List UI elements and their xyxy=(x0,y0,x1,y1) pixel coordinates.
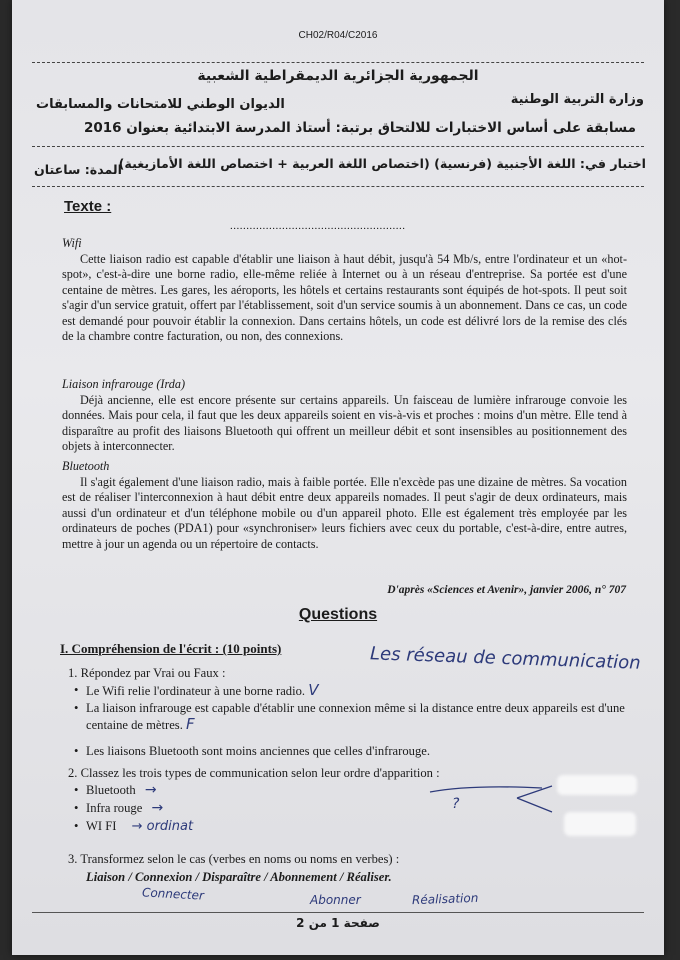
question-3: 3. Transformez selon le cas (verbes en noms ou noms en verbes) : xyxy=(68,852,400,866)
q3-answer-2: Abonner xyxy=(310,893,361,907)
page-number: صفحة 1 من 2 xyxy=(296,916,380,930)
bluetooth-arrow-icon: → xyxy=(144,782,157,798)
q3-answer-3: Réalisation xyxy=(411,890,479,908)
texte-label: Texte : xyxy=(64,198,112,215)
footer-rule xyxy=(32,912,644,913)
bluetooth-title: Bluetooth xyxy=(62,459,110,473)
header-rule-2 xyxy=(32,146,644,147)
wifi-title: Wifi xyxy=(62,236,82,250)
irda-paragraph: Déjà ancienne, elle est encore présente sur certains appareils. Un faisceau de lumière infrarouge convoie les données. Mais pour cela, il faut que les deux appareils soient en vis-à-vis et proches : moins d'un mètre. Elle tend à disparaître au profit des liaisons Bluetooth qui offrent un meilleur débit et sont insensibles au positionnement des objets à interconnecter. xyxy=(62,393,627,454)
wifi-paragraph: Cette liaison radio est capable d'établir une liaison à haut débit, jusqu'à 54 Mb/s, entre l'ordinateur et un «hot-spot», c'est-à-dire une borne radio, elle-même reliée à Internet ou à un réseau d'entreprise. Sa portée est d'une centaine de mètres. Les gares, les aéroports, les hôtels et certains restaurants sont équipés de hot-spots. Il peut soit s'agir d'un service gratuit, offert par l'établissement, soit d'un service soumis à un abonnement. Dans ce cas, un code est demandé pour pouvoir établir la connexion. Dans certains hôtels, un code est délivré lors de la remise des clés de la chambre contre facturation, ou non, des connexions. xyxy=(62,252,627,344)
handwritten-title-note: Les réseau de communication xyxy=(369,643,642,674)
header-rule xyxy=(32,62,644,63)
q1-item-2 xyxy=(86,701,646,733)
q2-item-wifi xyxy=(86,819,193,835)
q2-item-bluetooth xyxy=(86,783,157,799)
questions-heading: Questions xyxy=(298,606,378,623)
contest-line: مسابقة على أساس الاختبارات للالتحاق برتبة: أستاذ المدرسة الابتدائية بعنوان 2016 xyxy=(83,120,636,136)
document-code: CH02/R04/C2016 xyxy=(298,30,378,41)
infrarouge-arrow-icon: → xyxy=(151,800,164,816)
q3-answer-1: Connecter xyxy=(141,885,205,903)
redacted-blot-1 xyxy=(557,775,637,795)
question-mark-note: ? xyxy=(452,796,460,812)
republic-line: الجمهورية الجزائرية الديمقراطية الشعبية xyxy=(197,68,479,84)
q2-item-infrarouge xyxy=(86,801,163,817)
wifi-handwritten-note: → ordinat xyxy=(131,819,194,834)
q1-item-2-text: La liaison infrarouge est capable d'établir une connexion même si la distance entre deux appareils est d'une centaine de mètres. xyxy=(86,701,625,732)
bluetooth-paragraph: Il s'agit également d'une liaison radio, mais à faible portée. Elle n'excède pas une dizaine de mètres. Sa vocation est de réaliser l'interconnexion à haut débit entre deux appareils nomades. Il peut s'agir de deux ordinateurs, mais aussi d'un ordinateur et d'un téléphone mobile ou d'un appareil photo. Elle est également très employée par les ordinateurs de poches (PDA1) pour «synchroniser» leurs fichiers avec ceux du portable, c'est-à-dire, entre autres, mettre à jour un agenda ou un répertoire de contacts. xyxy=(62,475,627,551)
ministry-line: وزارة التربية الوطنية xyxy=(510,92,644,107)
q2-item-2-text: Infra rouge xyxy=(86,801,143,815)
irda-title: Liaison infrarouge (Irda) xyxy=(62,377,186,391)
exam-subject-line: اختبار في: اللغة الأجنبية (فرنسية) (اختصاص اللغة العربية + اختصاص اللغة الأمازيغية) xyxy=(118,156,646,171)
q1-mark-1: V xyxy=(308,681,319,699)
q3-word-list: Liaison / Connexion / Disparaître / Abonnement / Réaliser. xyxy=(86,870,392,884)
q1-item-1 xyxy=(86,683,626,700)
q1-mark-2: F xyxy=(186,714,195,733)
q1-item-1-text: Le Wifi relie l'ordinateur à une borne radio. xyxy=(86,684,306,698)
title-dots: ...................................................... xyxy=(230,220,406,232)
exam-sheet xyxy=(12,0,664,955)
handwritten-arrows-icon xyxy=(422,780,562,820)
duration-line: المدة: ساعتان xyxy=(34,162,122,177)
header-rule-3 xyxy=(32,186,644,187)
office-line: الديوان الوطني للامتحانات والمسابقات xyxy=(36,97,285,112)
source-line: D'après «Sciences et Avenir», janvier 2006, n° 707 xyxy=(387,584,626,596)
q2-item-1-text: Bluetooth xyxy=(86,783,136,797)
question-2: 2. Classez les trois types de communication selon leur ordre d'apparition : xyxy=(68,766,440,780)
question-1: 1. Répondez par Vrai ou Faux : xyxy=(68,666,226,680)
section-1-heading: I. Compréhension de l'écrit : (10 points) xyxy=(60,641,282,656)
q2-item-3-text: WI FI xyxy=(86,819,117,833)
redacted-blot-2 xyxy=(564,812,636,836)
q1-item-3: • Les liaisons Bluetooth sont moins anciennes que celles d'infrarouge. xyxy=(86,744,626,760)
